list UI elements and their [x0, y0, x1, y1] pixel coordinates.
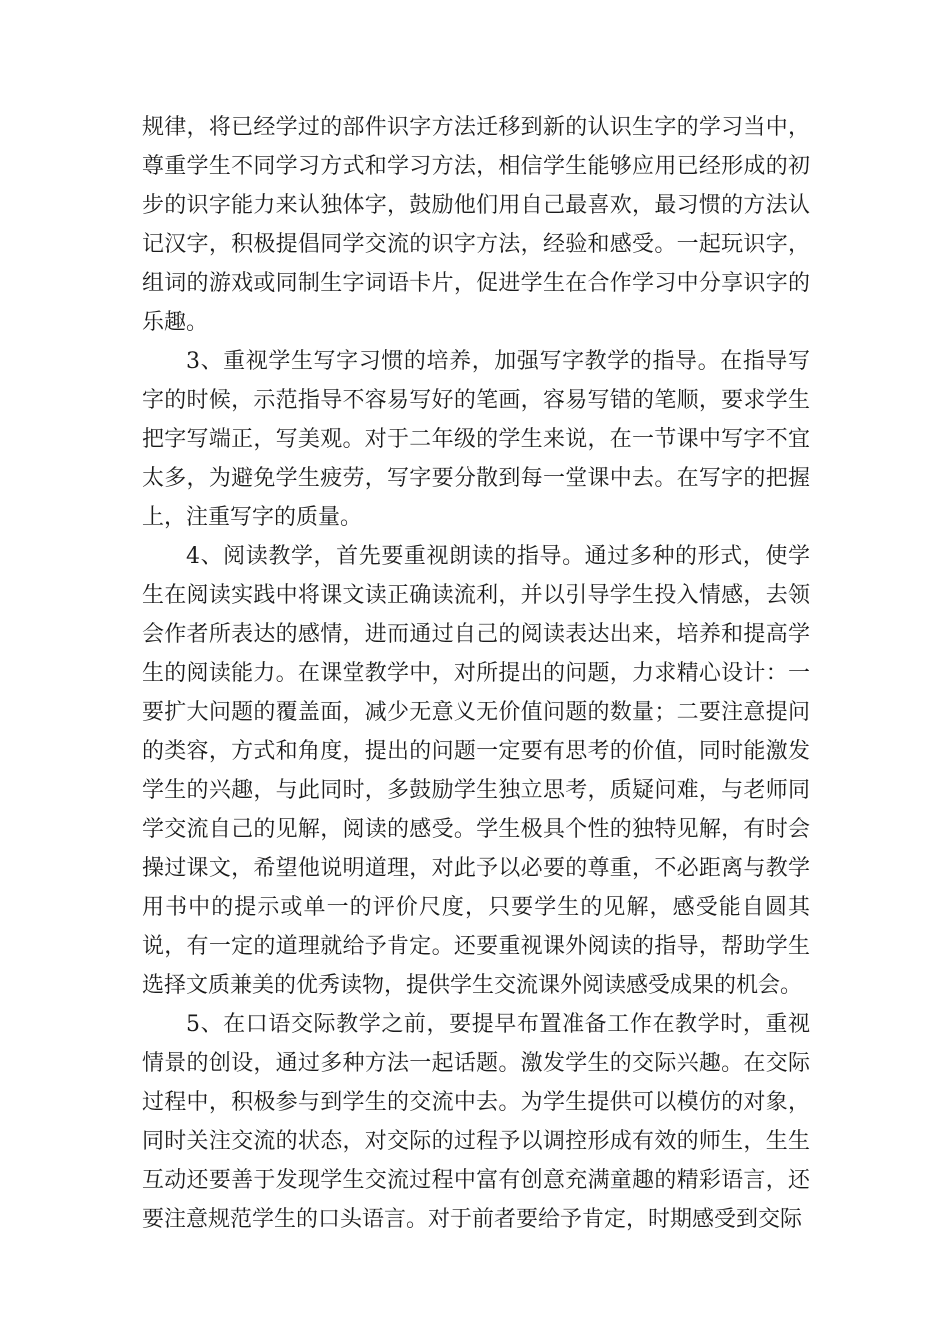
paragraph-continuation: 规律，将已经学过的部件识字方法迁移到新的认识生字的学习当中，尊重学生不同学习方式和学习方法，相信学生能够应用已经形成的初步的识字能力来认独体字，鼓励他们用自己最喜欢，最习惯的方法认记汉字，积极提倡同学交流的识字方法，经验和感受。一起玩识字，组词的游戏或同制生字词语卡片，促进学生在合作学习中分享识字的乐趣。 — [142, 115, 810, 335]
paragraph-reading-teaching: 4、阅读教学，首先要重视朗读的指导。通过多种的形式，使学生在阅读实践中将课文读正确读流利，并以引导学生投入情感，去领会作者所表达的感情，进而通过自己的阅读表达出来，培养和提高学生的阅读能力。在课堂教学中，对所提出的问题，力求精心设计：一要扩大问题的覆盖面，减少无意义无价值问题的数量；二要注意提问的类容，方式和角度，提出的问题一定要有思考的价值，同时能激发学生的兴趣，与此同时，多鼓励学生独立思考，质疑问难，与老师同学交流自己的见解，阅读的感受。学生极具个性的独特见解，有时会操过课文，希望他说明道理，对此予以必要的尊重，不必距离与教学用书中的提示或单一的评价尺度，只要学生的见解，感受能自圆其说，有一定的道理就给予肯定。还要重视课外阅读的指导，帮助学生选择文质兼美的优秀读物，提供学生交流课外阅读感受成果的机会。 — [142, 544, 810, 998]
paragraph-oral-communication: 5、在口语交际教学之前，要提早布置准备工作在教学时，重视情景的创设，通过多种方法一起话题。激发学生的交际兴趣。在交际过程中，积极参与到学生的交流中去。为学生提供可以模仿的对象，同时关注交流的状态，对交际的过程予以调控形成有效的师生，生生互动还要善于发现学生交流过程中富有创意充满童趣的精彩语言，还要注意规范学生的口头语言。对于前者要给予肯定，时期感受到交际 — [142, 1012, 810, 1232]
document-body — [142, 108, 810, 1239]
paragraph-writing-habits: 3、重视学生写字习惯的培养，加强写字教学的指导。在指导写字的时候，示范指导不容易写好的笔画，容易写错的笔顺，要求学生把字写端正，写美观。对于二年级的学生来说，在一节课中写字不宜太多，为避免学生疲劳，写字要分散到每一堂课中去。在写字的把握上，注重写字的质量。 — [142, 349, 810, 530]
